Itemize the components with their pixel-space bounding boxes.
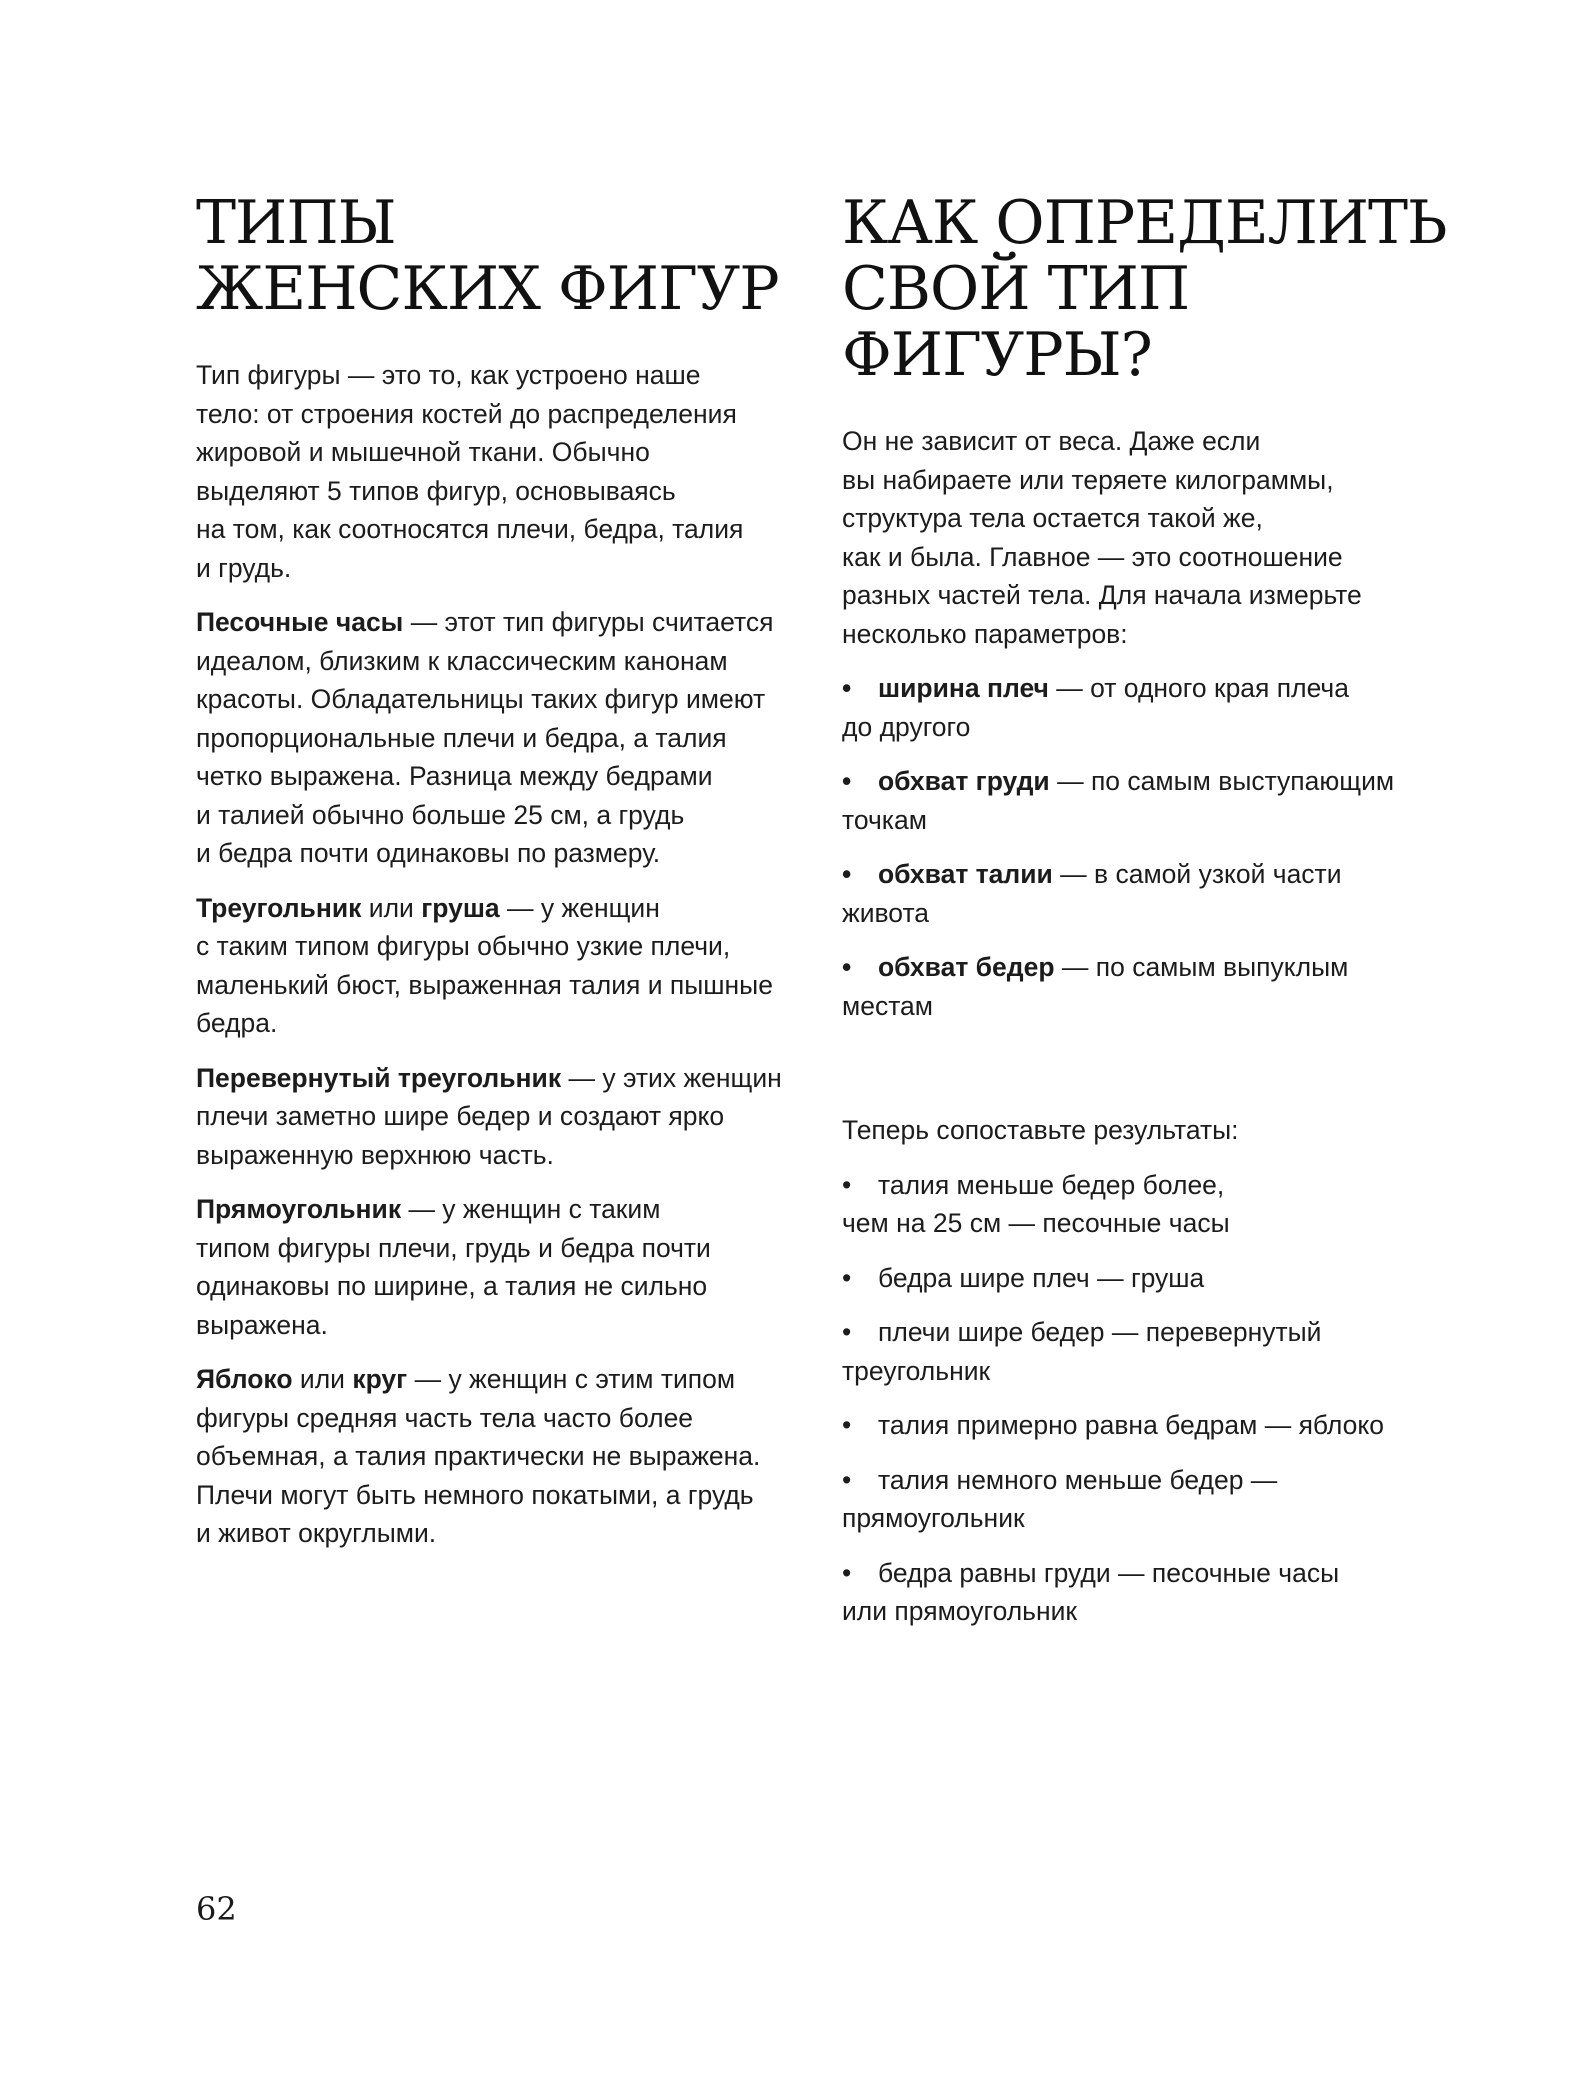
text-line: и грудь. [196,552,292,583]
text-line: и талией обычно больше 25 см, а грудь [196,799,685,830]
bullet-icon: • [842,1317,852,1347]
left-heading [196,190,796,322]
text-line: точкам [842,804,927,835]
text-line: плечи шире бедер — перевернутый [878,1317,1322,1347]
text-line: на том, как соотносятся плечи, бедра, талия [196,514,744,544]
text-line: — этот тип фигуры считается [403,607,774,637]
list-item [842,1406,1462,1445]
list-item [842,669,1462,746]
text-line: Он не зависит от веса. Даже если [842,426,1261,456]
text-line: талия меньше бедер более, [878,1169,1225,1200]
text-line: одинаковы по ширине, а талия не сильно [196,1271,708,1301]
text-line: — по самым выступающим [1049,766,1395,796]
bullet-icon: • [842,859,852,889]
comparison-list [842,1166,1462,1631]
text-line: разных частей тела. Для начала измерьте [842,580,1362,610]
term-waist: обхват талии [878,859,1053,889]
term-triangle: Треугольник [196,892,362,923]
bullet-icon: • [842,1410,852,1440]
text-line: вы набираете или теряете килограммы, [842,464,1334,495]
text-line: живота [842,897,930,928]
text-line: местам [842,990,934,1021]
text-line: несколько параметров: [842,618,1128,649]
text-line: треугольник [842,1355,991,1386]
term-apple: Яблоко [196,1364,293,1394]
bullet-icon: • [842,952,852,982]
text-line: тело: от строения костей до распределения [196,398,737,429]
list-item [842,762,1462,839]
term-bust: обхват груди [878,766,1050,796]
term-shoulder-width: ширина плеч [878,673,1049,703]
text-line: пропорциональные плечи и бедра, а талия [196,722,727,753]
bullet-icon: • [842,1169,852,1200]
term-circle: круг [352,1364,408,1394]
text-line: до другого [842,711,971,742]
text-line: красоты. Обладательницы таких фигур имеют [196,684,766,714]
left-column [196,190,796,1569]
text-line: с таким типом фигуры обычно узкие плечи, [196,931,731,961]
text-line: бедра равны груди — песочные часы [878,1557,1340,1588]
text-line: фигуры средняя часть тела часто более [196,1402,694,1433]
text-line: четко выражена. Разница между бедрами [196,761,713,791]
heading-line: ЖЕНСКИХ ФИГУР [196,254,779,324]
page-number: 62 [196,1890,237,1928]
text-line: — у женщин [499,892,660,923]
intro-paragraph [196,356,796,587]
compare-intro [842,1111,1462,1150]
term-rectangle: Прямоугольник [196,1194,402,1224]
text-line: как и была. Главное — это соотношение [842,541,1343,572]
text-line: идеалом, близким к классическим канонам [196,645,728,676]
text-line: или прямоугольник [842,1596,1078,1626]
bullet-icon: • [842,1464,852,1495]
text-line: талия немного меньше бедер — [878,1464,1278,1495]
list-item [842,1554,1462,1631]
text-line: прямоугольник [842,1503,1025,1533]
list-item [842,1461,1462,1538]
heading-line: ТИПЫ [196,188,396,258]
term-inverted-triangle: Перевернутый треугольник [196,1062,562,1093]
text-line: — по самым выпуклым [1054,952,1349,982]
text-line: и живот округлыми. [196,1518,437,1548]
term-pear: груша [421,892,500,923]
text-line: жировой и мышечной ткани. Обычно [196,437,650,467]
text-line: бедра шире плеч — груша [878,1262,1205,1293]
text-line: — в самой узкой части [1052,859,1342,889]
text-line: — у женщин с этим типом [407,1364,736,1394]
hourglass-paragraph [196,603,796,873]
spacer [842,1041,1462,1111]
right-intro-paragraph [842,422,1462,653]
text-line: и бедра почти одинаковы по размеру. [196,838,661,868]
measurement-list [842,669,1462,1025]
text-line: — от одного края плеча [1048,673,1349,703]
text-line: выраженную верхнюю часть. [196,1139,554,1170]
list-item [842,1259,1462,1298]
term-hourglass: Песочные часы [196,607,404,637]
text-line: чем на 25 см — песочные часы [842,1208,1230,1238]
heading-line: КАК ОПРЕДЕЛИТЬ [842,188,1447,258]
text-line: бедра. [196,1008,278,1038]
bullet-icon: • [842,673,852,703]
text-line: выделяют 5 типов фигур, основываясь [196,475,676,506]
bullet-icon: • [842,766,852,796]
right-heading [842,190,1462,388]
bullet-icon: • [842,1262,852,1293]
text-line: структура тела остается такой же, [842,503,1263,533]
bullet-icon: • [842,1557,852,1588]
text-line: типом фигуры плечи, грудь и бедра почти [196,1232,711,1263]
text-line: — у этих женщин [561,1062,782,1093]
text-line: Тип фигуры — это то, как устроено наше [196,360,701,390]
heading-line: СВОЙ ТИП ФИГУРЫ? [842,254,1190,390]
term-hips: обхват бедер [878,952,1055,982]
text-or: или [361,892,422,923]
text-line: объемная, а талия практически не выражена. [196,1441,761,1471]
right-column [842,190,1462,1647]
list-item [842,1313,1462,1390]
text-line: выражена. [196,1309,328,1340]
text-line: плечи заметно шире бедер и создают ярко [196,1101,725,1131]
triangle-paragraph [196,889,796,1043]
text-line: маленький бюст, выраженная талия и пышные [196,969,773,1000]
rectangle-paragraph [196,1190,796,1344]
text-or: или [292,1364,353,1394]
list-item [842,855,1462,932]
text-line: Плечи могут быть немного покатыми, а грудь [196,1479,754,1510]
apple-paragraph [196,1360,796,1553]
list-item [842,948,1462,1025]
text-line: — у женщин с таким [401,1194,661,1224]
list-item [842,1166,1462,1243]
inverted-triangle-paragraph [196,1059,796,1175]
text-line: Теперь сопоставьте результаты: [842,1115,1239,1145]
text-line: талия примерно равна бедрам — яблоко [878,1410,1385,1440]
